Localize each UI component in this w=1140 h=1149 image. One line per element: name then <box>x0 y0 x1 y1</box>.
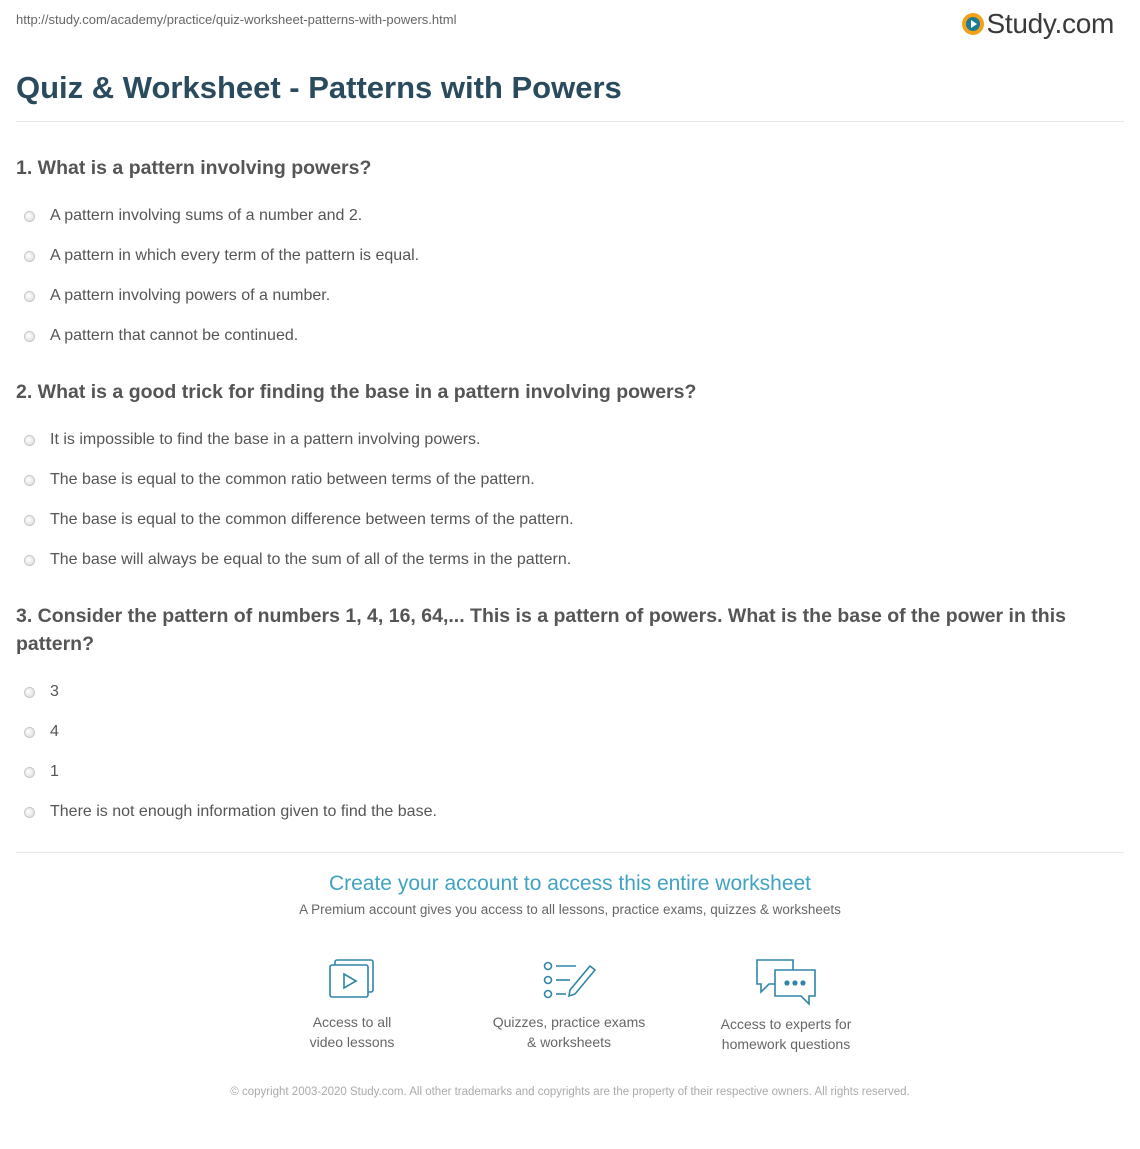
radio-button-icon[interactable] <box>24 475 35 486</box>
option-label: A pattern in which every term of the pattern is equal. <box>50 247 420 264</box>
answer-option[interactable] <box>16 460 1106 500</box>
feature-video-lessons <box>252 956 452 1052</box>
radio-button-icon[interactable] <box>24 727 35 738</box>
copyright-text: © copyright 2003-2020 Study.com. All other trademarks and copyrights are the property of their respective owners. All rights reserved. <box>230 1086 910 1098</box>
answer-option[interactable] <box>16 792 1106 832</box>
premium-cta <box>0 872 1140 917</box>
quiz-checklist-icon <box>540 956 598 1004</box>
option-label: The base is equal to the common difference between terms of the pattern. <box>50 511 574 528</box>
feature-quizzes <box>469 956 669 1052</box>
answer-option[interactable] <box>16 236 1106 276</box>
option-label: A pattern involving powers of a number. <box>50 287 331 304</box>
radio-button-icon[interactable] <box>24 435 35 446</box>
top-bar <box>0 0 1140 56</box>
radio-button-icon[interactable] <box>24 291 35 302</box>
cta-subtitle: A Premium account gives you access to all lessons, practice exams, quizzes & worksheets <box>299 902 841 917</box>
feature-label-line1: Quizzes, practice exams <box>492 1014 646 1030</box>
chat-bubbles-icon <box>753 956 819 1006</box>
section-divider <box>16 852 1124 853</box>
question-2 <box>16 378 1106 580</box>
study-logo[interactable] <box>962 8 1115 40</box>
page-url: http://study.com/academy/practice/quiz-worksheet-patterns-with-powers.html <box>16 12 457 27</box>
answer-options <box>16 672 1106 832</box>
radio-button-icon[interactable] <box>24 515 35 526</box>
option-label: The base will always be equal to the sum of all of the terms in the pattern. <box>50 551 572 568</box>
radio-button-icon[interactable] <box>24 807 35 818</box>
radio-button-icon[interactable] <box>24 211 35 222</box>
option-label: A pattern involving sums of a number and 2. <box>50 207 363 224</box>
answer-option[interactable] <box>16 276 1106 316</box>
question-text: 3. Consider the pattern of numbers 1, 4, 16, 64,... This is a pattern of powers. What is the base of the power in this pattern? <box>16 605 1066 655</box>
option-label: 4 <box>50 723 59 740</box>
question-text: 1. What is a pattern involving powers? <box>16 157 372 179</box>
feature-label-line1: Access to all <box>312 1014 392 1030</box>
option-label: The base is equal to the common ratio between terms of the pattern. <box>50 471 535 488</box>
feature-label-line2: video lessons <box>309 1034 395 1050</box>
answer-options <box>16 420 1106 580</box>
option-label: It is impossible to find the base in a pattern involving powers. <box>50 431 481 448</box>
feature-label-line1: Access to experts for <box>720 1016 852 1032</box>
answer-option[interactable] <box>16 420 1106 460</box>
radio-button-icon[interactable] <box>24 555 35 566</box>
title-divider <box>16 121 1124 122</box>
answer-option[interactable] <box>16 752 1106 792</box>
radio-button-icon[interactable] <box>24 767 35 778</box>
option-label: 3 <box>50 683 59 700</box>
answer-option[interactable] <box>16 712 1106 752</box>
answer-option[interactable] <box>16 540 1106 580</box>
option-label: A pattern that cannot be continued. <box>50 327 299 344</box>
answer-options <box>16 196 1106 356</box>
answer-option[interactable] <box>16 196 1106 236</box>
feature-label-line2: homework questions <box>721 1036 851 1052</box>
radio-button-icon[interactable] <box>24 687 35 698</box>
option-label: There is not enough information given to find the base. <box>50 803 437 820</box>
logo-text: Study.com <box>986 8 1114 39</box>
radio-button-icon[interactable] <box>24 251 35 262</box>
video-lesson-icon <box>325 956 379 1004</box>
play-logo-icon <box>962 13 984 35</box>
option-label: 1 <box>50 763 59 780</box>
page-title: Quiz & Worksheet - Patterns with Powers <box>16 70 622 105</box>
question-1 <box>16 154 1106 356</box>
feature-label-line2: & worksheets <box>526 1034 612 1050</box>
question-3 <box>16 602 1106 832</box>
cta-title-link[interactable]: Create your account to access this entire worksheet <box>328 872 812 895</box>
answer-option[interactable] <box>16 316 1106 356</box>
feature-experts <box>686 956 886 1054</box>
question-text: 2. What is a good trick for finding the base in a pattern involving powers? <box>16 381 697 403</box>
answer-option[interactable] <box>16 500 1106 540</box>
answer-option[interactable] <box>16 672 1106 712</box>
radio-button-icon[interactable] <box>24 331 35 342</box>
